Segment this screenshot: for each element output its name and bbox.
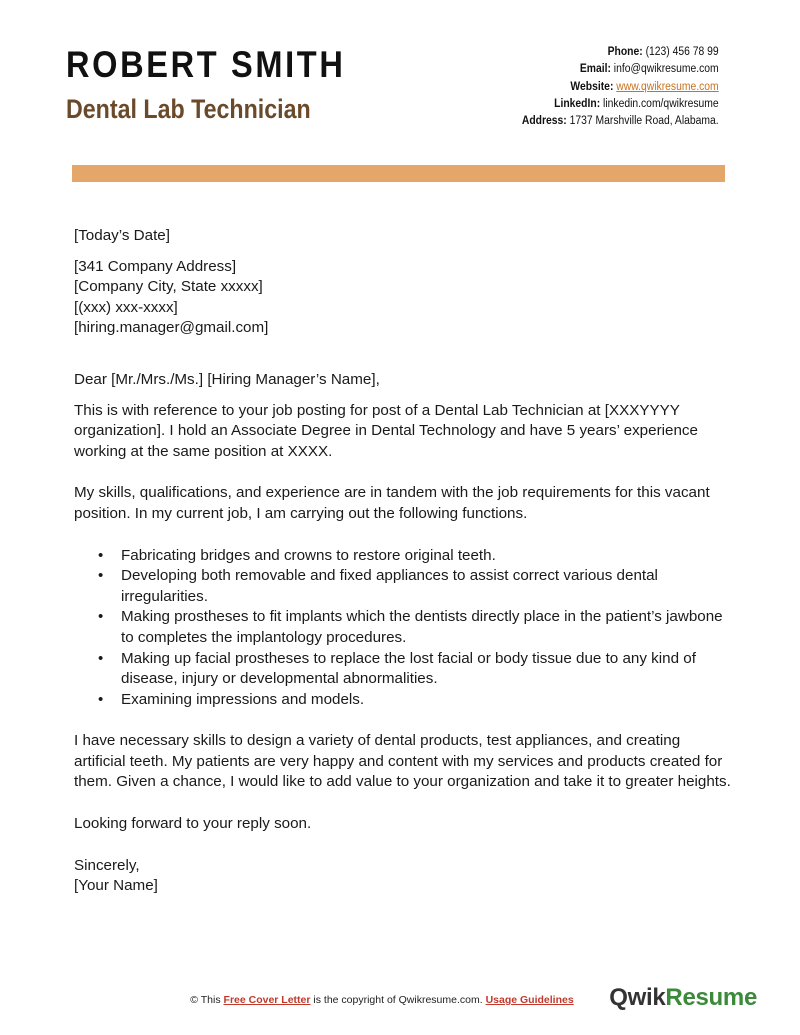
paragraph-skills: My skills, qualifications, and experience are in tandem with the job requirements for this vacant position. In my current job, I am carrying out the following functions. bbox=[74, 484, 710, 522]
contact-address: Address: 1737 Marshville Road, Alabama. bbox=[522, 115, 719, 128]
bullet-icon: • bbox=[98, 608, 104, 626]
contact-value: linkedin.com/qwikresume bbox=[603, 97, 719, 110]
contact-value: (123) 456 78 99 bbox=[645, 46, 719, 58]
contact-label: Website bbox=[570, 80, 611, 93]
footer-middle: is the copyright of Qwikresume.com. bbox=[313, 994, 483, 1006]
paragraph-closing: I have necessary skills to design a variety of dental products, test appliances, and creating artificial teeth. My patients are very happy and content with my services and products created for them. Given a chance, I would like to add value to your organization and take it to greater heights. bbox=[74, 732, 731, 791]
bullet-icon: • bbox=[98, 546, 104, 564]
duty-text: Fabricating bridges and crowns to restore original teeth. bbox=[121, 546, 496, 564]
list-item bbox=[74, 649, 734, 690]
contact-label: Address bbox=[522, 115, 564, 128]
contact-value: info@qwikresume.com bbox=[614, 63, 719, 76]
logo-qwik: Qwik bbox=[609, 984, 666, 1011]
contact-label: LinkedIn bbox=[554, 97, 598, 110]
usage-guidelines-link[interactable]: Usage Guidelines bbox=[485, 994, 574, 1006]
duty-text: Making up facial prostheses to replace the lost facial or body tissue due to any kind of disease, injury or developmental abnormalities. bbox=[121, 649, 696, 688]
bullet-icon: • bbox=[98, 567, 104, 585]
paragraph-intro: This is with reference to your job posting for post of a Dental Lab Technician at [XXXYYYY organization]. I hold an Associate Degree in Dental Technology and have 5 years’ experience working at the same position at XXXX. bbox=[74, 401, 698, 460]
list-item bbox=[74, 607, 734, 648]
qwikresume-logo bbox=[609, 984, 757, 1012]
logo-resume: Resume bbox=[665, 984, 757, 1011]
closing-line: Looking forward to your reply soon. bbox=[74, 815, 312, 833]
recipient-block bbox=[74, 257, 734, 339]
accent-divider-bar bbox=[72, 165, 725, 182]
contact-block bbox=[522, 44, 719, 130]
contact-value: 1737 Marshville Road, Alabama. bbox=[569, 115, 719, 128]
list-item bbox=[74, 690, 734, 711]
letter-body bbox=[74, 226, 734, 897]
sign-off: Sincerely, bbox=[74, 856, 140, 874]
contact-website: Website: www.qwikresume.com bbox=[570, 80, 719, 93]
list-item bbox=[74, 546, 734, 567]
duty-text: Making prostheses to fit implants which the dentists directly place in the patient’s jawbone to completes the implantology procedures. bbox=[121, 608, 723, 646]
contact-email: Email: info@qwikresume.com bbox=[580, 63, 719, 76]
applicant-name: ROBERT SMITH bbox=[66, 44, 346, 85]
recipient-line: [Company City, State xxxxx] bbox=[74, 278, 263, 296]
recipient-line: [341 Company Address] bbox=[74, 257, 237, 275]
website-link[interactable]: www.qwikresume.com bbox=[616, 80, 719, 93]
recipient-line: [(xxx) xxx-xxxx] bbox=[74, 298, 178, 316]
signature-name: [Your Name] bbox=[74, 877, 158, 895]
contact-label: Email bbox=[580, 63, 608, 76]
contact-linkedin: LinkedIn: linkedin.com/qwikresume bbox=[554, 97, 719, 110]
recipient-line: [hiring.manager@gmail.com] bbox=[74, 319, 269, 337]
letter-date: [Today’s Date] bbox=[74, 227, 170, 244]
contact-phone: Phone: (123) 456 78 99 bbox=[607, 46, 719, 58]
duty-text: Developing both removable and fixed appliances to assist correct various dental irregularities. bbox=[121, 567, 658, 605]
bullet-icon: • bbox=[98, 690, 104, 708]
salutation: Dear [Mr./Mrs./Ms.] [Hiring Manager’s Name], bbox=[74, 370, 380, 388]
bullet-icon: • bbox=[98, 649, 104, 667]
duties-list bbox=[74, 546, 734, 711]
job-title: Dental Lab Technician bbox=[66, 94, 311, 124]
footer-prefix: © This bbox=[190, 994, 221, 1006]
list-item bbox=[74, 566, 734, 607]
contact-label: Phone bbox=[607, 46, 640, 58]
duty-text: Examining impressions and models. bbox=[121, 690, 365, 708]
free-cover-letter-link[interactable]: Free Cover Letter bbox=[223, 994, 311, 1006]
